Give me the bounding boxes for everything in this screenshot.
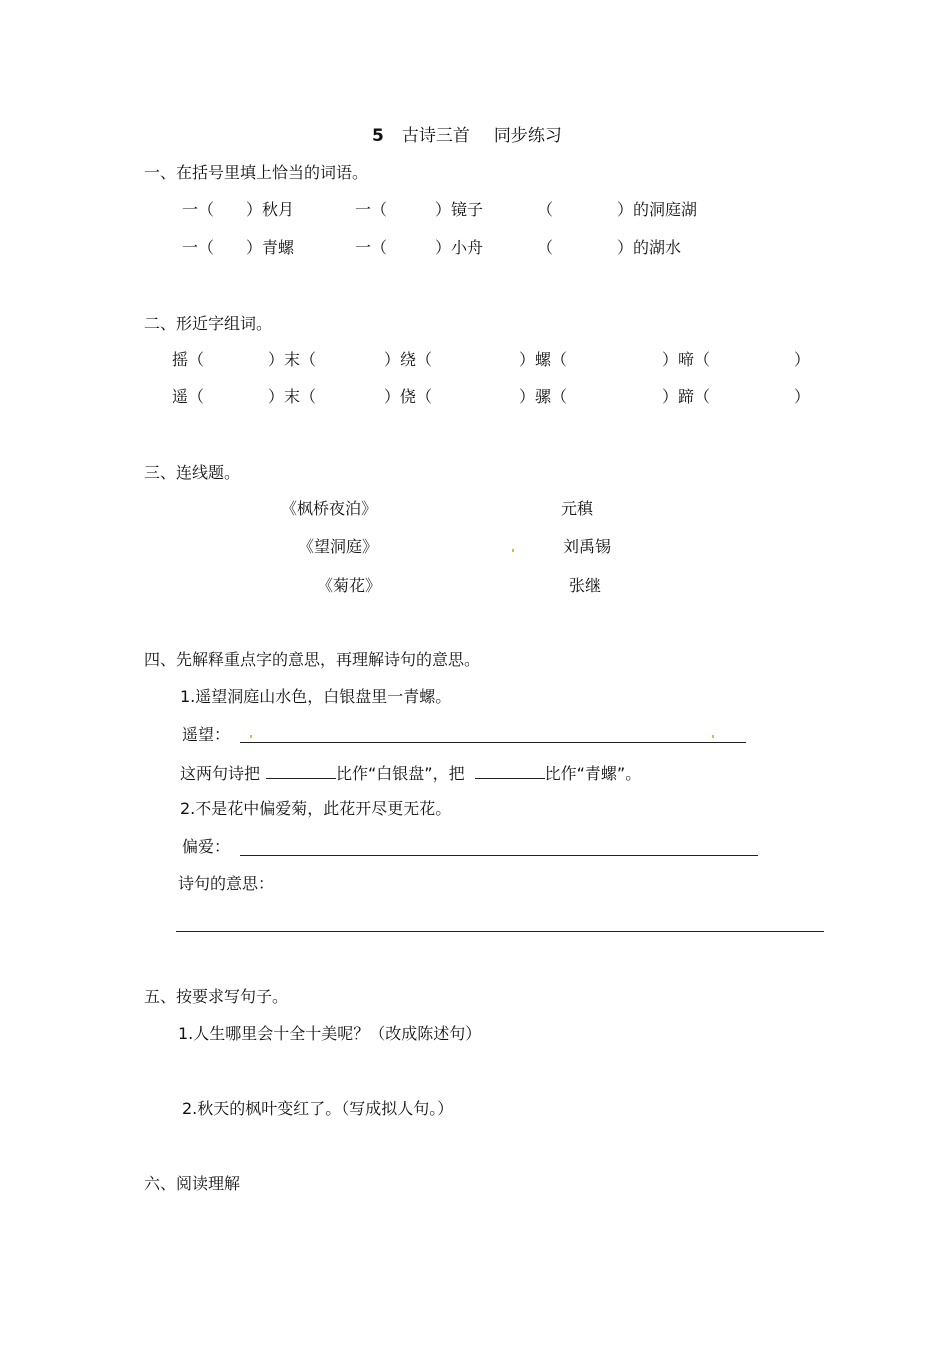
word-cell: ）末（ [268,350,317,369]
word-cell: ）蹄（ [662,387,711,406]
meaning-label: 诗句的意思： [178,874,275,893]
compare-text-a: 这两句诗把 [180,764,261,783]
section3-heading: 三、连线题。 [144,463,241,482]
section6-heading: 六、阅读理解 [144,1174,241,1193]
poem-title: 《枫桥夜泊》 [281,499,378,518]
word-cell: ）螺（ [519,350,568,369]
yaowang-label: 遥望： [182,725,231,744]
answer-line-pianai[interactable] [240,855,758,856]
answer-blank-2[interactable] [475,762,545,779]
word-cell: ） [794,350,811,369]
section4-heading: 四、先解释重点字的意思，再理解诗句的意思。 [144,650,481,669]
compare-text-c: 比作“青螺”。 [544,764,642,783]
word-cell: 摇（ [172,350,205,369]
fill-item: （ ）的洞庭湖 [537,200,698,219]
word-cell: ）绕（ [384,350,433,369]
word-cell: ）啼（ [662,350,711,369]
question-2: 2.不是花中偏爱菊，此花开尽更无花。 [180,799,452,818]
answer-line-yaowang[interactable] [240,742,746,743]
poet-name: 刘禹锡 [563,537,612,556]
answer-line-meaning[interactable] [176,931,824,932]
question-1: 1.人生哪里会十全十美呢？（改成陈述句） [178,1024,482,1043]
poet-name: 张继 [569,576,602,595]
speck [512,549,514,552]
compare-text-b: 比作“白银盘”，把 [336,764,465,783]
poet-name: 元稹 [561,499,594,518]
fill-item: 一（ ）青螺 [182,238,295,257]
word-cell: ）侥（ [384,387,433,406]
lesson-title: 古诗三首 [401,126,470,146]
poem-title: 《望洞庭》 [298,537,379,556]
fill-item: 一（ ）镜子 [355,200,484,219]
pianai-label: 偏爱： [182,837,231,856]
section5-heading: 五、按要求写句子。 [144,987,289,1006]
poem-title: 《菊花》 [317,576,382,595]
question-1: 1.遥望洞庭山水色，白银盘里一青螺。 [180,687,452,706]
fill-item: （ ）的湖水 [537,238,682,257]
compare-sentence [180,762,641,784]
speck [250,735,252,738]
speck [712,735,714,738]
section1-heading: 一、在括号里填上恰当的词语。 [144,163,369,182]
lesson-number: 5 [372,126,384,146]
question-2: 2.秋天的枫叶变红了。（写成拟人句。） [182,1099,454,1118]
word-cell: 遥（ [172,387,205,406]
lesson-subtitle: 同步练习 [493,126,562,146]
section2-heading: 二、形近字组词。 [144,314,273,333]
word-cell: ）骡（ [519,387,568,406]
word-cell: ）末（ [268,387,317,406]
fill-item: 一（ ）小舟 [355,238,484,257]
word-cell: ） [794,387,811,406]
fill-item: 一（ ）秋月 [182,200,295,219]
page-title [372,126,562,146]
answer-blank-1[interactable] [266,762,336,779]
